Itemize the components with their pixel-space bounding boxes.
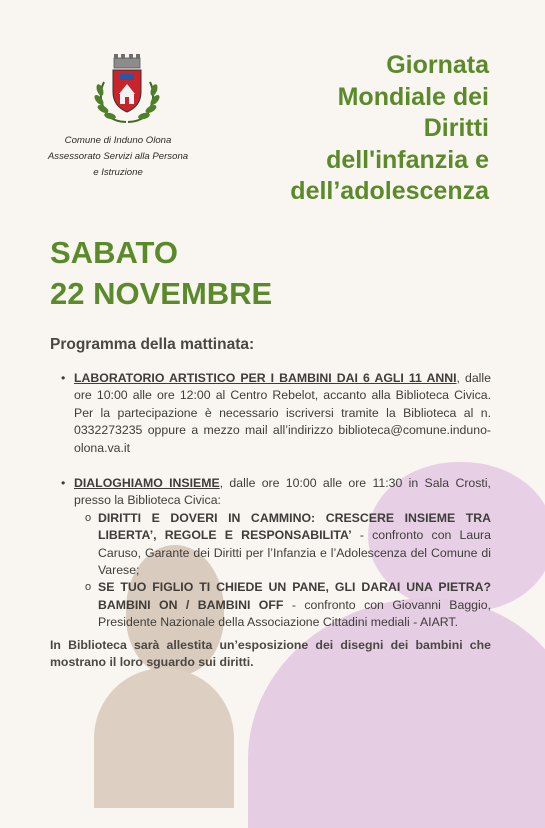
decorative-lilac-shape	[248, 598, 545, 828]
title-line: Giornata	[386, 51, 489, 79]
bullet-icon: •	[61, 371, 66, 385]
event-title	[290, 50, 489, 208]
bullet-icon: •	[61, 476, 66, 491]
coat-of-arms-icon	[90, 52, 164, 126]
sub-item-text: - confronto con Giovanni Baggio, Presidente Nazionale della Associazione Cittadini mediali - AIART.	[98, 597, 492, 630]
date-day: SABATO	[50, 235, 179, 270]
title-line: dell’adolescenza	[290, 177, 489, 205]
sub-bullet-icon: o	[85, 511, 92, 524]
sub-item	[85, 510, 491, 580]
program-list	[50, 370, 491, 632]
item-title: LABORATORIO ARTISTICO PER I BAMBINI DAI 6 AGLI 11 ANNI	[74, 371, 457, 385]
item-title: DIALOGHIAMO INSIEME	[74, 476, 220, 491]
date-month: 22 NOVEMBRE	[50, 276, 273, 311]
municipality-block	[40, 133, 196, 181]
program-heading: Programma della mattinata:	[50, 336, 255, 353]
sub-item-title: SE TUO FIGLIO TI CHIEDE UN PANE, GLI DARAI UNA PIETRA? BAMBINI ON / BAMBINI OFF	[98, 580, 491, 612]
item-text: , dalle ore 10:00 alle ore 11:30 in Sala Crosti, presso la Biblioteca Civica:	[74, 476, 491, 508]
program-item-laboratory	[50, 370, 491, 457]
sub-bullet-icon: o	[85, 581, 92, 594]
program-item-dialogue	[50, 475, 491, 632]
event-date	[50, 232, 272, 314]
title-line: Mondiale dei	[337, 82, 489, 111]
department-line-1: Assessorato Servizi alla Persona	[47, 151, 189, 162]
department-line-2: e Istruzione	[93, 167, 143, 178]
item-text: , dalle ore 10:00 alle ore 12:00 al Centro Rebelot, accanto alla Biblioteca Civica. Per la partecipazione è necessario iscriversi tramite la Biblioteca al n. 0332273235 oppure a mezzo mail all’indirizzo biblioteca@comune.induno-olona.va.it	[74, 371, 491, 455]
municipality-name: Comune di Induno Olona	[64, 135, 172, 146]
sub-list	[74, 510, 491, 632]
sub-item	[85, 579, 492, 631]
sub-item-text: - confronto con Laura Caruso, Garante dei Diritti per l’Infanzia e l’Adolescenza del Comune di Varese;	[98, 528, 491, 578]
decorative-tan-shape	[94, 668, 234, 808]
sub-item-title: DIRITTI E DOVERI IN CAMMINO: CRESCERE INSIEME TRA LIBERTA’, REGOLE E RESPONSABILITA’	[98, 510, 491, 543]
title-line: Diritti	[423, 114, 489, 142]
exhibition-note: In Biblioteca sarà allestita un’esposizione dei disegni dei bambini che mostrano il loro sguardo sui diritti.	[50, 638, 491, 670]
title-line: dell'infanzia e	[326, 145, 489, 174]
